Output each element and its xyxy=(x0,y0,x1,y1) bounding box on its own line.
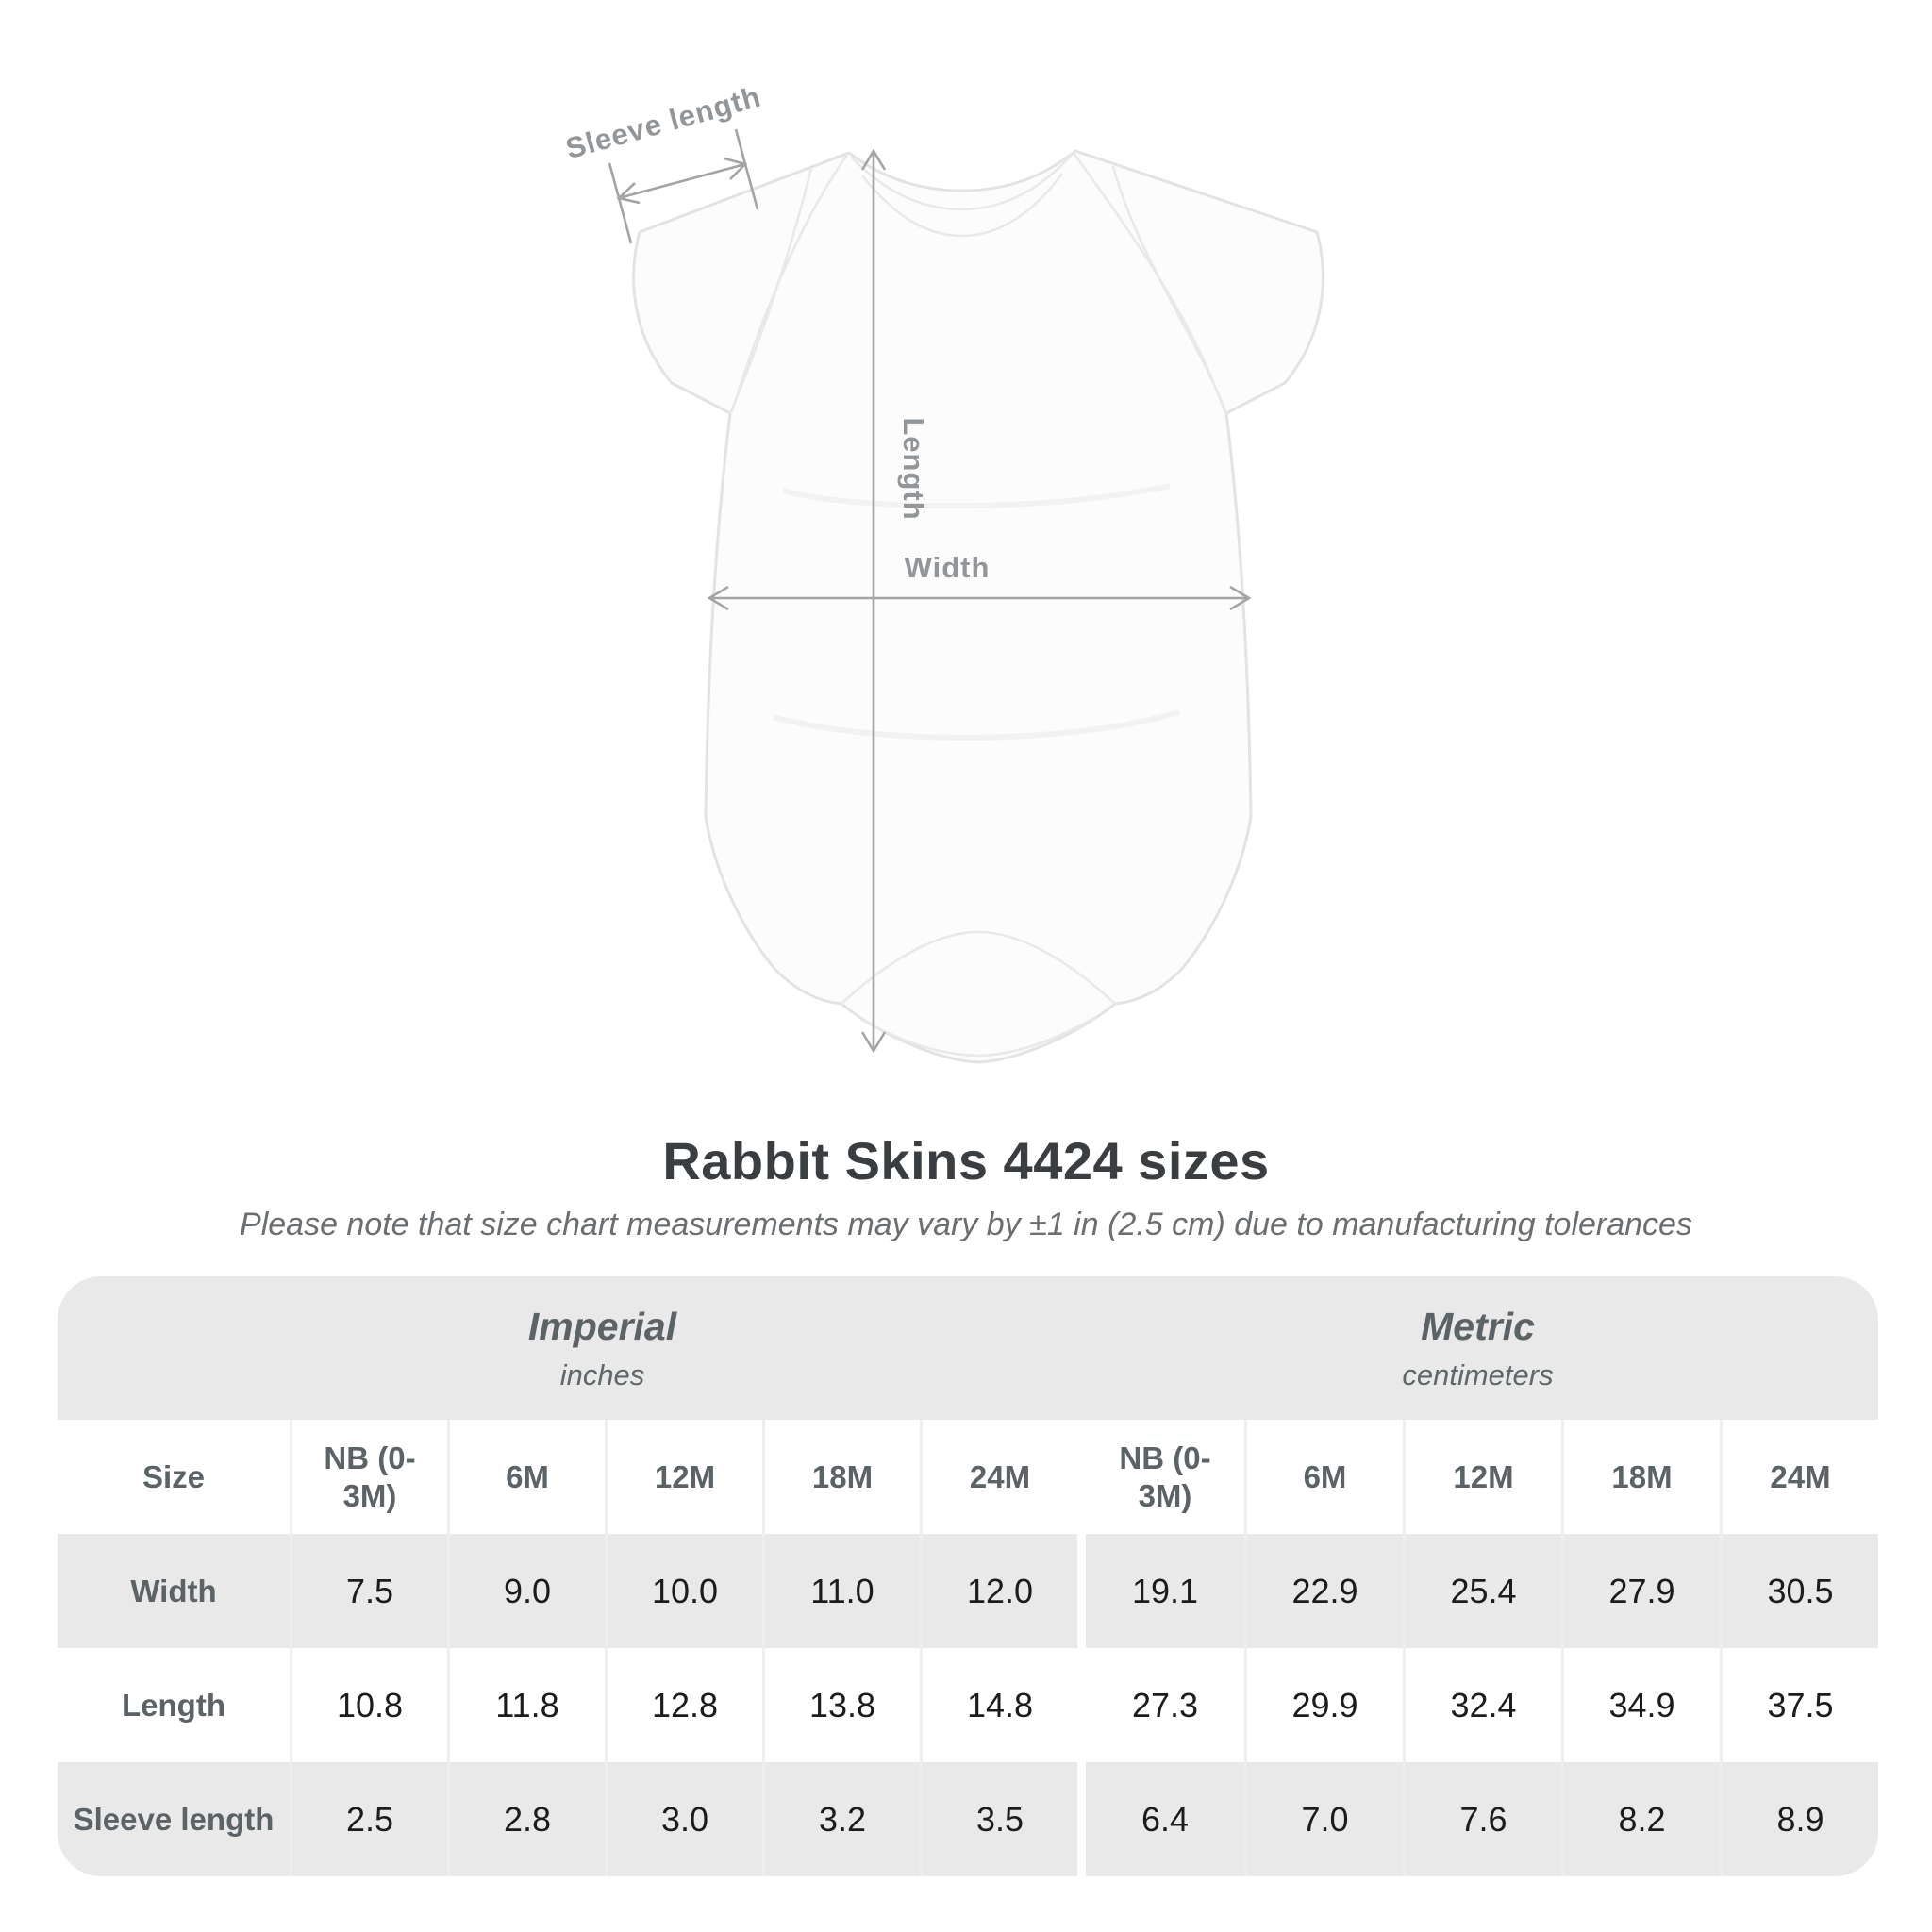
unit-group-metric xyxy=(1077,1276,1878,1420)
width-imperial-18m: 11.0 xyxy=(762,1534,920,1648)
col-header-imperial-24m: 24M xyxy=(920,1420,1077,1534)
imperial-group-unit: inches xyxy=(559,1357,645,1391)
sleeve-imperial-12m: 3.0 xyxy=(605,1762,762,1876)
length-label: Length xyxy=(897,417,930,521)
sleeve-metric-6m: 7.0 xyxy=(1244,1762,1403,1876)
metric-group-unit: centimeters xyxy=(1402,1357,1554,1391)
width-imperial-12m: 10.0 xyxy=(605,1534,762,1648)
bodysuit-outline xyxy=(634,151,1324,1062)
width-metric-nb: 19.1 xyxy=(1086,1534,1244,1648)
sleeve-imperial-6m: 2.8 xyxy=(447,1762,605,1876)
col-header-metric-18m: 18M xyxy=(1561,1420,1720,1534)
tolerance-note: Please note that size chart measurements may vary by ±1 in (2.5 cm) due to manufacturing tolerances xyxy=(240,1207,1692,1242)
width-imperial-nb: 7.5 xyxy=(290,1534,447,1648)
imperial-group-label: Imperial xyxy=(527,1304,677,1348)
size-column-header: Size xyxy=(58,1420,290,1534)
width-metric-6m: 22.9 xyxy=(1244,1534,1403,1648)
length-metric-24m: 37.5 xyxy=(1720,1648,1878,1762)
sleeve-extension-tick-left xyxy=(609,163,631,243)
row-header-length: Length xyxy=(58,1648,290,1762)
sleeve-imperial-18m: 3.2 xyxy=(762,1762,920,1876)
row-header-width: Width xyxy=(58,1534,290,1648)
sleeve-length-arrow xyxy=(619,164,745,198)
length-imperial-24m: 14.8 xyxy=(920,1648,1077,1762)
group-divider xyxy=(1077,1762,1086,1876)
length-imperial-nb: 10.8 xyxy=(290,1648,447,1762)
sleeve-length-label: Sleeve length xyxy=(561,79,765,166)
sleeve-metric-12m: 7.6 xyxy=(1403,1762,1561,1876)
sleeve-metric-18m: 8.2 xyxy=(1561,1762,1720,1876)
col-header-imperial-18m: 18M xyxy=(762,1420,920,1534)
length-metric-12m: 32.4 xyxy=(1403,1648,1561,1762)
col-header-metric-12m: 12M xyxy=(1403,1420,1561,1534)
col-header-metric-6m: 6M xyxy=(1244,1420,1403,1534)
length-metric-6m: 29.9 xyxy=(1244,1648,1403,1762)
group-divider xyxy=(1077,1420,1086,1534)
title-block xyxy=(0,1130,1932,1243)
length-imperial-6m: 11.8 xyxy=(447,1648,605,1762)
width-imperial-24m: 12.0 xyxy=(920,1534,1077,1648)
col-header-imperial-6m: 6M xyxy=(447,1420,605,1534)
length-metric-nb: 27.3 xyxy=(1086,1648,1244,1762)
col-header-metric-24m: 24M xyxy=(1720,1420,1878,1534)
length-imperial-18m: 13.8 xyxy=(762,1648,920,1762)
bodysuit-shape xyxy=(634,151,1324,1062)
sleeve-metric-24m: 8.9 xyxy=(1720,1762,1878,1876)
col-header-text: NB (0-3M) xyxy=(324,1440,416,1513)
size-table xyxy=(58,1276,1878,1876)
width-label: Width xyxy=(904,551,991,584)
sleeve-imperial-24m: 3.5 xyxy=(920,1762,1077,1876)
col-header-imperial-nb xyxy=(290,1420,447,1534)
width-metric-24m: 30.5 xyxy=(1720,1534,1878,1648)
col-header-metric-nb xyxy=(1086,1420,1244,1534)
width-imperial-6m: 9.0 xyxy=(447,1534,605,1648)
col-header-imperial-12m: 12M xyxy=(605,1420,762,1534)
sleeve-metric-nb: 6.4 xyxy=(1086,1762,1244,1876)
unit-group-imperial xyxy=(58,1276,1077,1420)
group-divider xyxy=(1077,1534,1086,1648)
metric-group-label: Metric xyxy=(1421,1304,1535,1348)
group-divider xyxy=(1077,1648,1086,1762)
col-header-text: NB (0-3M) xyxy=(1119,1440,1211,1513)
row-header-sleeve-length: Sleeve length xyxy=(58,1762,290,1876)
width-metric-12m: 25.4 xyxy=(1403,1534,1561,1648)
sleeve-imperial-nb: 2.5 xyxy=(290,1762,447,1876)
length-imperial-12m: 12.8 xyxy=(605,1648,762,1762)
width-metric-18m: 27.9 xyxy=(1561,1534,1720,1648)
page-title: Rabbit Skins 4424 sizes xyxy=(662,1131,1270,1191)
length-metric-18m: 34.9 xyxy=(1561,1648,1720,1762)
